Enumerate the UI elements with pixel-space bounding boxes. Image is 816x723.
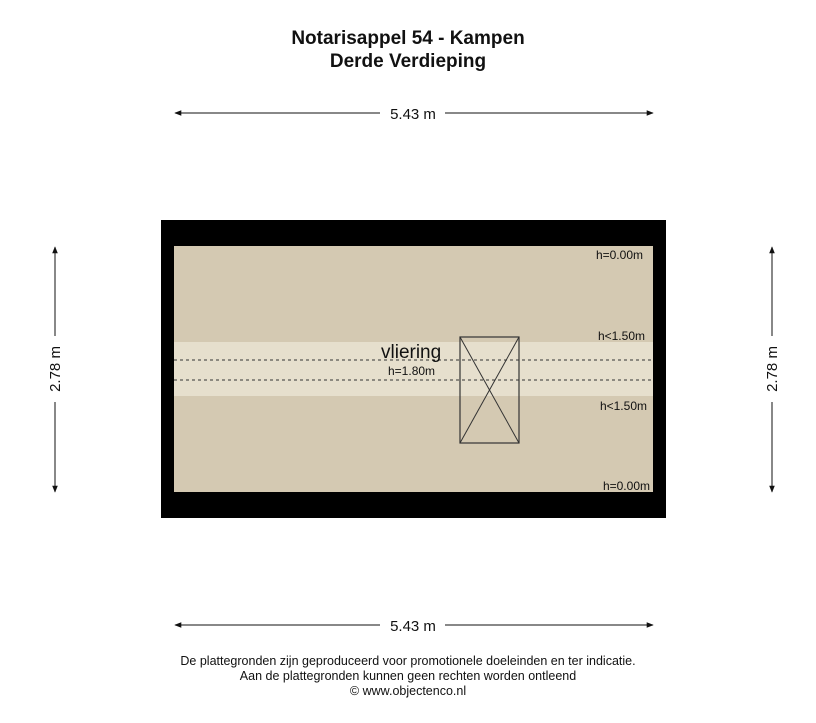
footer-disclaimer: De plattegronden zijn geproduceerd voor promotionele doeleinden en ter indicatie. — [180, 654, 636, 668]
height-marker-lower: h<1.50m — [599, 399, 647, 413]
top-dimension-line — [175, 106, 653, 123]
room-height-label: h=1.80m — [388, 364, 436, 378]
height-marker-bottom: h=0.00m — [602, 479, 650, 493]
plan-title-floor: Derde Verdieping — [329, 51, 487, 72]
footer-copyright: © www.objectenco.nl — [349, 684, 467, 698]
plan-title-address: Notarisappel 54 - Kampen — [291, 28, 525, 49]
left-dimension-line — [47, 247, 64, 492]
footer-rights-notice: Aan de plattegronden kunnen geen rechten worden ontleend — [239, 669, 577, 683]
right-dimension-line — [764, 247, 781, 492]
bottom-dimension-label: 5.43 m — [390, 618, 436, 635]
height-marker-top: h=0.00m — [595, 248, 643, 262]
top-dimension-label: 5.43 m — [390, 106, 436, 123]
bottom-dimension-line — [175, 618, 653, 635]
right-dimension-label: 2.78 m — [764, 346, 781, 392]
room-name-label: vliering — [381, 342, 442, 363]
height-marker-upper: h<1.50m — [597, 329, 645, 343]
left-dimension-label: 2.78 m — [47, 346, 64, 392]
